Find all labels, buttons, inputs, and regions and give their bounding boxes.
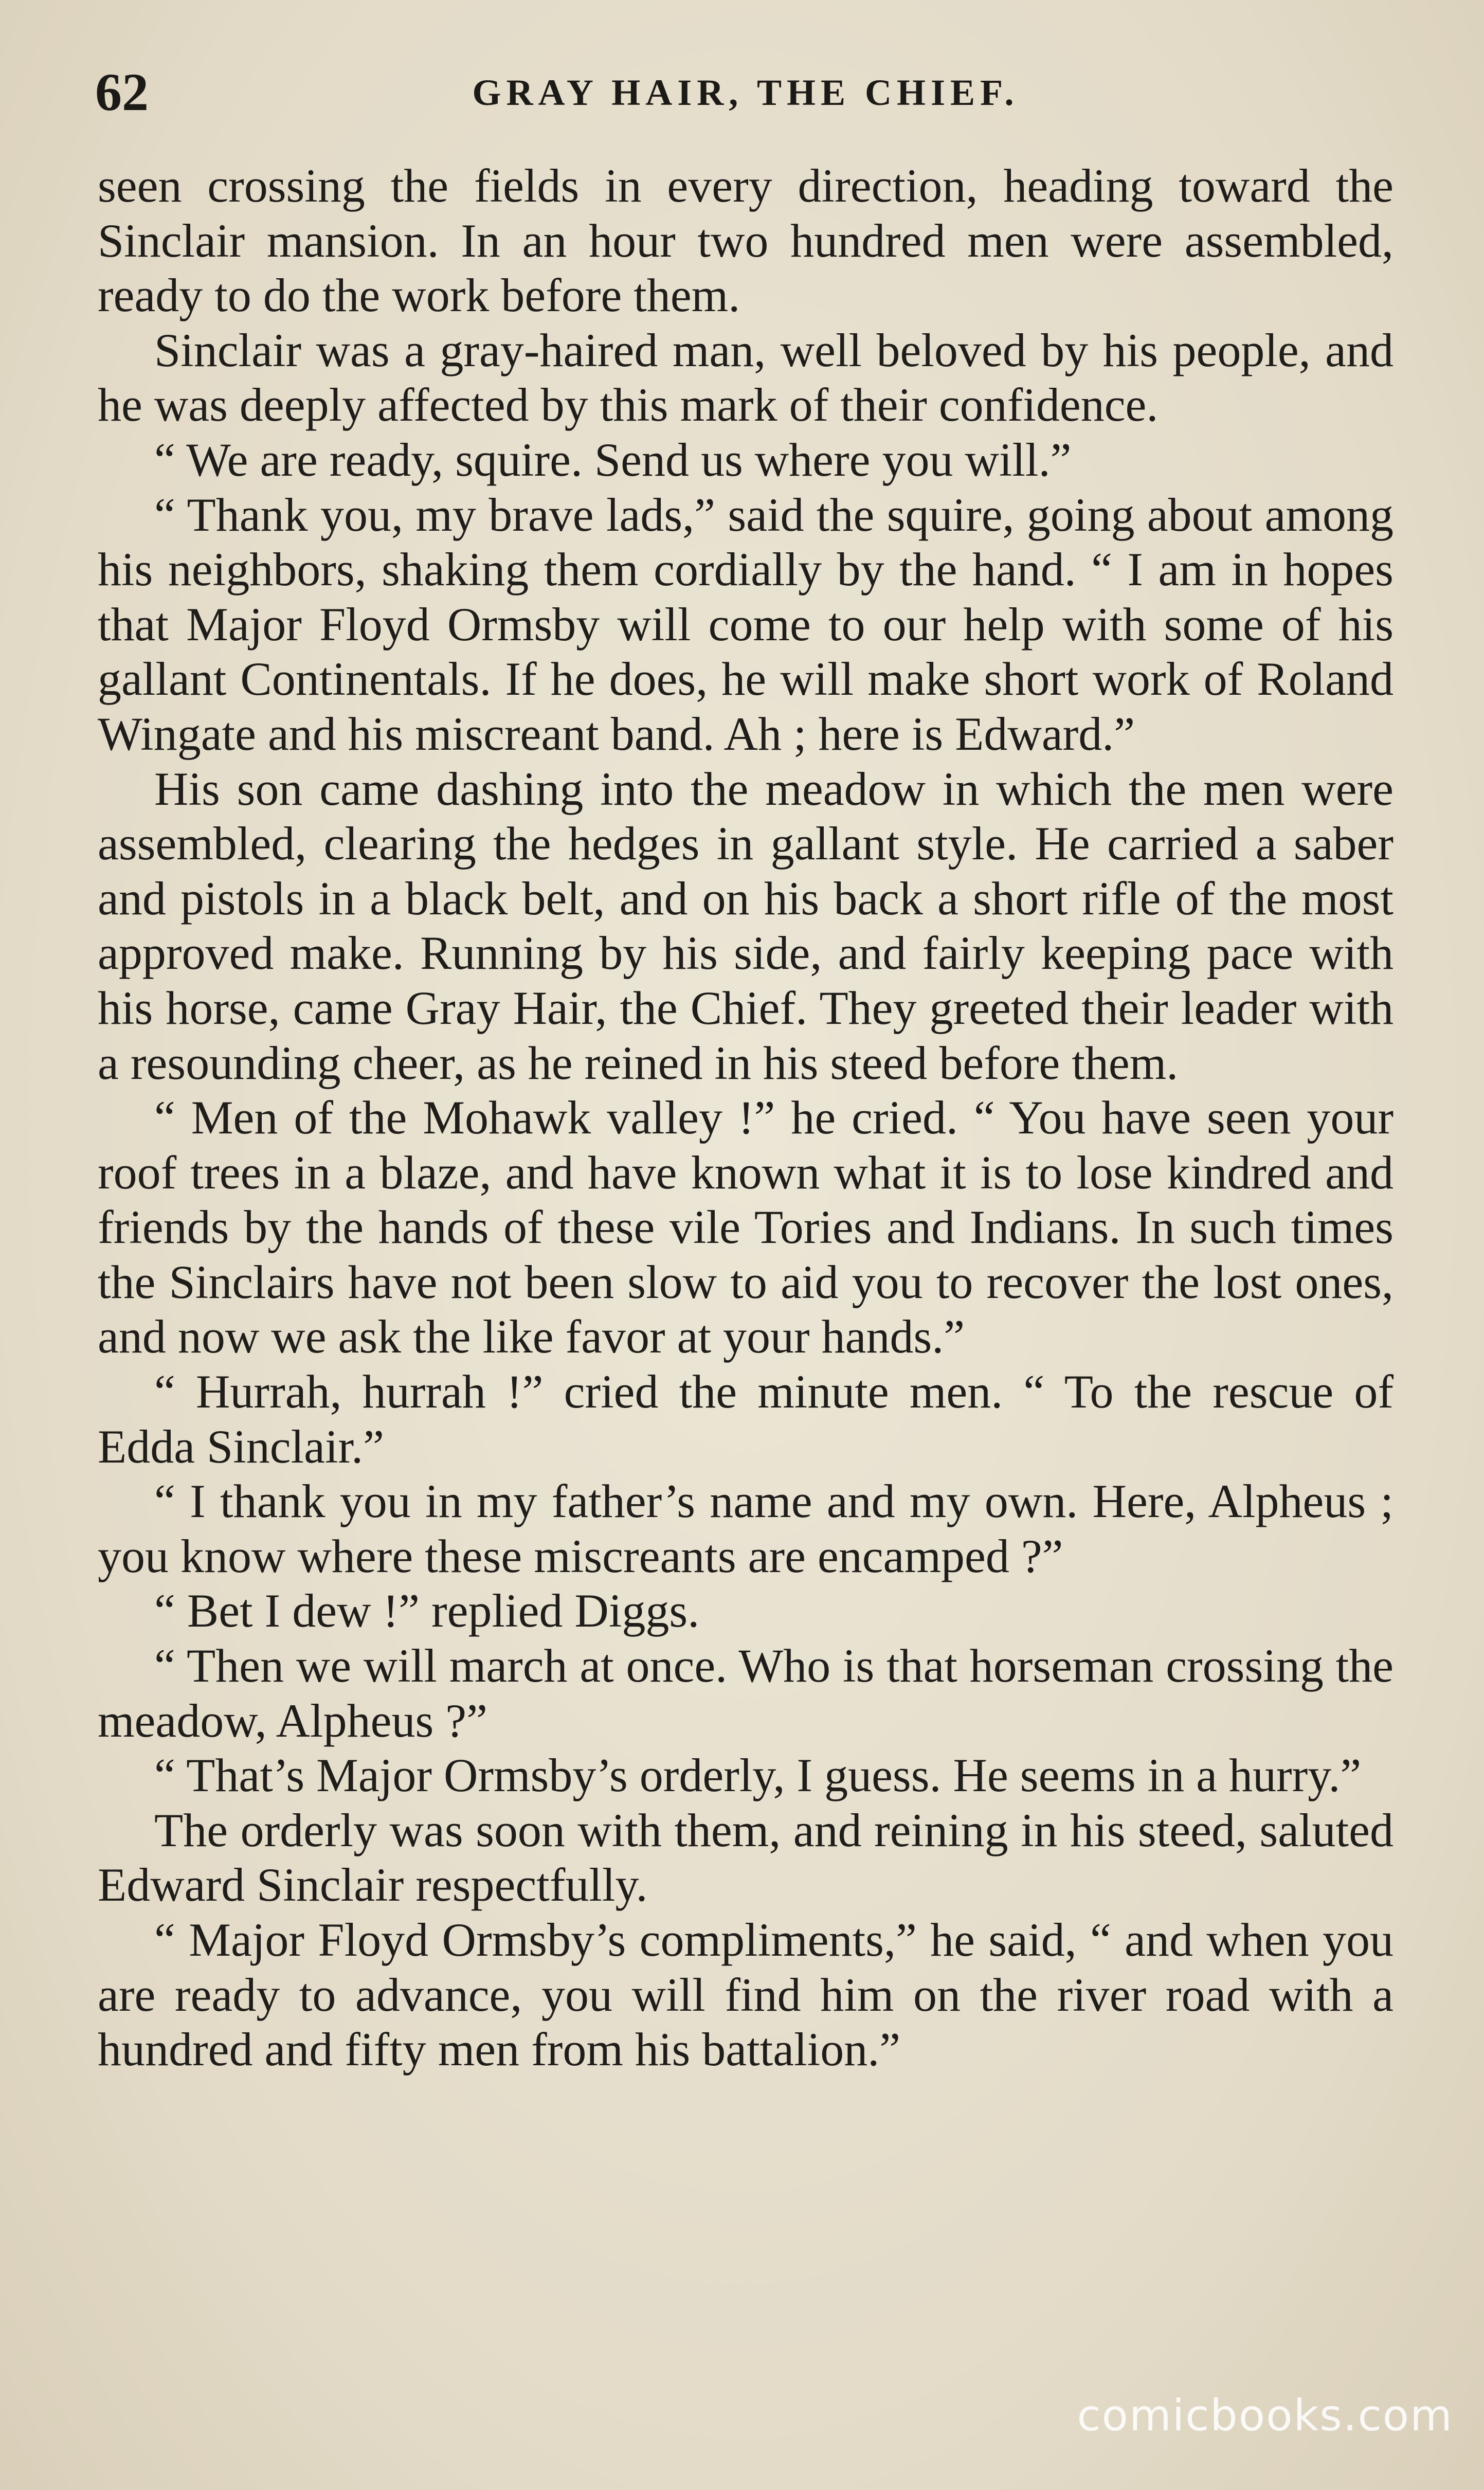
paragraph: “ I thank you in my father’s name and my own. Here, Alpheus ; you know where these miscreants are encamped ?” [98,1475,1393,1582]
paragraph: “ Thank you, my brave lads,” said the squire, going about among his neighbors, shaking them cordially by the hand. “ I am in hopes that Major Floyd Ormsby will come to our help with some of his gallant Continentals. If he does, he will make short work of Roland Wingate and his miscreant band. Ah ; here is Edward.” [98,488,1393,760]
page-number: 62 [95,63,149,122]
page-header [95,62,1396,123]
paragraph: His son came dashing into the meadow in which the men were assembled, clearing the hedges in gallant style. He carried a saber and pistols in a black belt, and on his back a short rifle of the most approved make. Running by his side, and fairly keeping pace with his horse, came Gray Hair, the Chief. They greeted their leader with a resounding cheer, as he reined in his steed before them. [98,762,1393,1089]
paragraph: “ Bet I dew !” replied Diggs. [154,1584,700,1637]
watermark: comicbooks.com [1077,2390,1453,2441]
paragraph: “ Major Floyd Ormsby’s compliments,” he said, “ and when you are ready to advance, you will find him on the river road with a hundred and fifty men from his battalion.” [98,1914,1393,2076]
running-title: GRAY HAIR, THE CHIEF. [472,72,1019,113]
paragraph: Sinclair was a gray-haired man, well beloved by his people, and he was deeply affected by this mark of their confidence. [98,323,1393,431]
paragraph: “ Then we will march at once. Who is that horseman crossing the meadow, Alpheus ?” [98,1639,1393,1747]
body-text [98,158,1393,2077]
paragraph: The orderly was soon with them, and reining in his steed, saluted Edward Sinclair respectfully. [98,1803,1393,1911]
paragraph: “ Men of the Mohawk valley !” he cried. “ You have seen your roof trees in a blaze, and have known what it is to lose kindred and friends by the hands of these vile Tories and Indians. In such times the Sinclairs have not been slow to aid you to recover the lost ones, and now we ask the like favor at your hands.” [98,1091,1393,1363]
paragraph: “ We are ready, squire. Send us where you will.” [154,433,1072,486]
paragraph: seen crossing the fields in every direction, heading toward the Sinclair mansion. In an hour two hundred men were assembled, ready to do the work before them. [98,159,1393,322]
paragraph: “ Hurrah, hurrah !” cried the minute men. “ To the rescue of Edda Sinclair.” [98,1365,1393,1473]
paragraph: “ That’s Major Ormsby’s orderly, I guess. He seems in a hurry.” [154,1749,1362,1802]
